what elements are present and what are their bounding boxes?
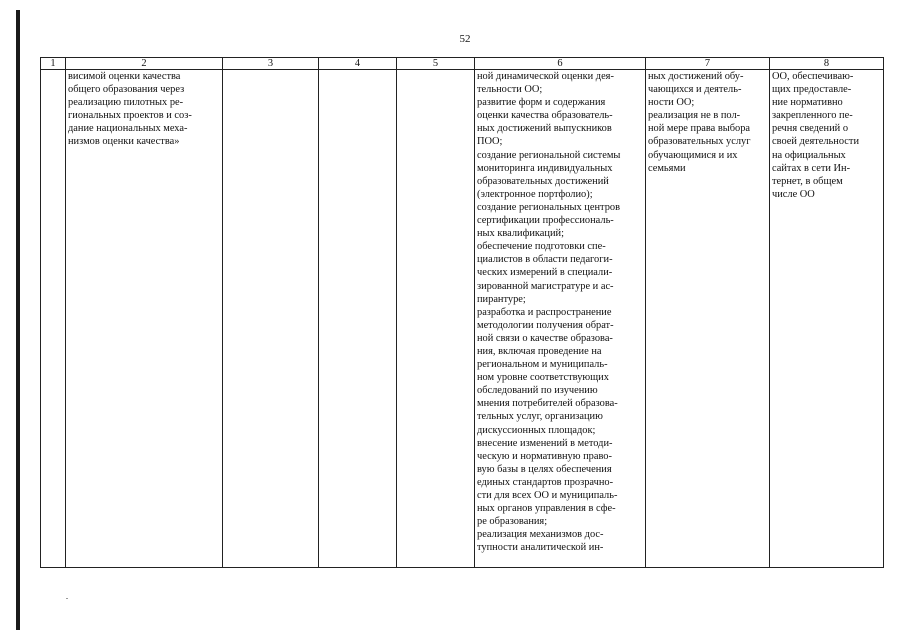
table-cell-col6: ной динамической оценки дея- тельности ОО; развитие форм и содержания оценки качества образователь- ных достижений выпускников ПОО; создание региональной системы мониторинга индивидуальных образовательных достижений (электронное портфолио); создание региональных центров сертификации профессиональ- ных квалификаций; обеспечение подготовки спе- циалистов в области педагоги- ческих измерений в специали- зированной магистратуре и ас- пирантуре; разработка и распространение методологии получения обрат- ной связи о качестве образова- ния, включая проведение на региональном и муниципаль- ном уровне соответствующих обследований по изучению мнения потребителей образова- тельных услуг, организацию дискуссионных площадок; внесение изменений в методи- ческую и нормативную право- вую базы в целях обеспечения единых стандартов прозрачно- сти для всех ОО и муниципаль- ных органов управления в сфе- ре образования; реализация механизмов дос- тупности аналитической ин- xyxy=(475,70,646,568)
table-cell-col3 xyxy=(223,70,319,568)
column-header: 6 xyxy=(475,58,646,70)
column-header: 2 xyxy=(66,58,223,70)
table-cell-col7: ных достижений обу- чающихся и деятель- ности ОО; реализация не в пол- ной мере права выбора образовательных услуг обучающимися и их семьями xyxy=(646,70,770,568)
scan-speck xyxy=(66,598,68,599)
column-header: 3 xyxy=(223,58,319,70)
column-header: 5 xyxy=(397,58,475,70)
table-row xyxy=(41,70,884,568)
binding-edge xyxy=(16,10,20,630)
document-table xyxy=(40,57,884,568)
column-header: 7 xyxy=(646,58,770,70)
column-header: 8 xyxy=(770,58,884,70)
table-cell-col2: висимой оценки качества общего образования через реализацию пилотных ре- гиональных проектов и соз- дание национальных меха- низмов оценки качества» xyxy=(66,70,223,568)
table-cell-col8: ОО, обеспечиваю- щих предоставле- ние нормативно закрепленного пе- речня сведений о своей деятельности на официальных сайтах в сети Ин- тернет, в общем числе ОО xyxy=(770,70,884,568)
page-number: 52 xyxy=(459,33,471,45)
column-header: 1 xyxy=(41,58,66,70)
table-cell-col4 xyxy=(319,70,397,568)
table-cell-col5 xyxy=(397,70,475,568)
table-header-row xyxy=(41,58,884,70)
table-cell-col1 xyxy=(41,70,66,568)
column-header: 4 xyxy=(319,58,397,70)
